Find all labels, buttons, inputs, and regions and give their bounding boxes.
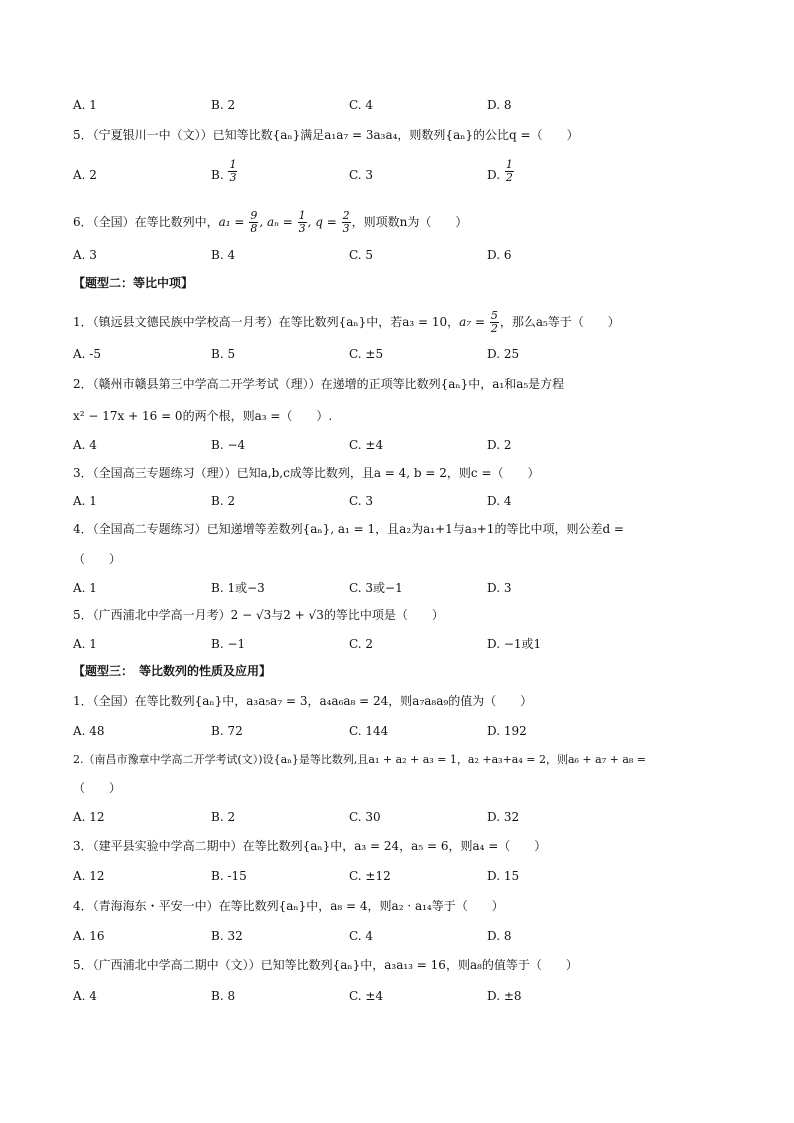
option-d: D. −1或1 bbox=[487, 637, 542, 651]
option-c: C. ±12 bbox=[349, 869, 391, 883]
question-stem: 3．（全国高三专题练习（理））已知a,b,c成等比数列，且a = 4, b = 2，则c =（ ） bbox=[73, 466, 540, 480]
option-d: D. 8 bbox=[487, 98, 512, 112]
option-a: A. 1 bbox=[73, 98, 97, 112]
option-c: C. 4 bbox=[349, 98, 374, 112]
option-c: C. ±5 bbox=[349, 347, 384, 361]
option-a: A. 4 bbox=[73, 989, 97, 1003]
question-stem: 2．（赣州市赣县第三中学高二开学考试（理））在递增的正项等比数列{aₙ}中，a₁和a₅是方程 bbox=[73, 377, 565, 391]
option-b: B. 2 bbox=[211, 98, 236, 112]
option-d: D. 3 bbox=[487, 581, 512, 595]
option-a: A. 2 bbox=[73, 168, 97, 182]
math-term: a₇ = bbox=[459, 315, 486, 329]
option-a: A. 4 bbox=[73, 438, 97, 452]
question-stem: 5．（广西浦北中学高二期中（文））已知等比数列{aₙ}中，a₃a₁₃ = 16，则a₈的值等于（ ） bbox=[73, 958, 578, 972]
stem-text: ，那么a₅等于（ ） bbox=[499, 315, 620, 329]
question-stem: 1．（全国）在等比数列{aₙ}中，a₃a₅a₇ = 3，a₄a₆a₈ = 24，则a₇a₈a₉的值为（ ） bbox=[73, 694, 533, 708]
question-stem: 4．（青海海东・平安一中）在等比数列{aₙ}中，a₈ = 4，则a₂ · a₁₄等于（ ） bbox=[73, 899, 504, 913]
numerator: 1 bbox=[298, 209, 306, 222]
option-d: D. ±8 bbox=[487, 989, 522, 1003]
math-term: , aₙ = bbox=[259, 215, 293, 229]
options-row bbox=[73, 437, 713, 453]
question-stem: 2.（南昌市豫章中学高二开学考试(文）)设{aₙ}是等比数列,且a₁ + a₂ + a₃ = 1，a₂ +a₃+a₄ = 2，则a₆ + a₇ + a₈ = bbox=[73, 753, 646, 766]
question-stem bbox=[73, 210, 467, 235]
numerator: 5 bbox=[490, 309, 498, 322]
option-c: C. 2 bbox=[349, 637, 374, 651]
fraction bbox=[249, 210, 258, 235]
option-b: B. 8 bbox=[211, 989, 236, 1003]
option-c: C. 3 bbox=[349, 494, 374, 508]
options-row bbox=[73, 97, 713, 113]
option-label: B. bbox=[211, 168, 224, 182]
option-b: B. −4 bbox=[211, 438, 246, 452]
option-b: B. 72 bbox=[211, 724, 243, 738]
options-row bbox=[73, 580, 713, 596]
option-a: A. 48 bbox=[73, 724, 105, 738]
options-row bbox=[73, 723, 713, 739]
options-row bbox=[73, 493, 713, 509]
denominator: 3 bbox=[229, 171, 237, 184]
option-c: C. 5 bbox=[349, 248, 374, 262]
option-d: D. 4 bbox=[487, 494, 512, 508]
fraction bbox=[505, 159, 514, 184]
option-a: A. -5 bbox=[73, 347, 101, 361]
option-c: C. 30 bbox=[349, 810, 381, 824]
option-d: D. 6 bbox=[487, 248, 512, 262]
option-a: A. 12 bbox=[73, 810, 105, 824]
option-c: C. 144 bbox=[349, 724, 389, 738]
option-b bbox=[211, 158, 238, 184]
numerator: 9 bbox=[250, 209, 258, 222]
option-d: D. 192 bbox=[487, 724, 527, 738]
question-stem: 4．（全国高二专题练习）已知递增等差数列{aₙ}, a₁ = 1，且a₂为a₁+1与a₃+1的等比中项，则公差d = bbox=[73, 522, 624, 536]
option-label: D. bbox=[487, 168, 501, 182]
option-b: B. 4 bbox=[211, 248, 236, 262]
option-b: B. 32 bbox=[211, 929, 243, 943]
option-a: A. 1 bbox=[73, 494, 97, 508]
option-c: C. ±4 bbox=[349, 438, 384, 452]
section-heading: 【题型二：等比中项】 bbox=[73, 276, 194, 290]
question-stem-cont: x² − 17x + 16 = 0的两个根，则a₃ =（ ）. bbox=[73, 409, 333, 423]
fraction bbox=[342, 210, 351, 235]
options-row bbox=[73, 158, 713, 184]
fraction bbox=[490, 310, 499, 335]
math-term: , q = bbox=[307, 215, 337, 229]
options-row bbox=[73, 346, 713, 362]
denominator: 2 bbox=[505, 171, 513, 184]
option-b: B. -15 bbox=[211, 869, 247, 883]
option-b: B. 5 bbox=[211, 347, 236, 361]
option-d: D. 25 bbox=[487, 347, 520, 361]
stem-text: ，则项数n为（ ） bbox=[351, 215, 468, 229]
option-a: A. 12 bbox=[73, 869, 105, 883]
question-stem-cont: （ ） bbox=[73, 781, 122, 795]
option-c: C. 4 bbox=[349, 929, 374, 943]
fraction bbox=[298, 210, 307, 235]
option-d: D. 32 bbox=[487, 810, 520, 824]
option-b: B. 2 bbox=[211, 494, 236, 508]
option-c: C. ±4 bbox=[349, 989, 384, 1003]
options-row bbox=[73, 247, 713, 263]
question-stem: 5．（宁夏银川一中（文））已知等比数{aₙ}满足a₁a₇ = 3a₃a₄，则数列{aₙ}的公比q =（ ） bbox=[73, 128, 579, 142]
denominator: 2 bbox=[490, 322, 498, 335]
option-d bbox=[487, 158, 515, 184]
options-row bbox=[73, 988, 713, 1004]
section-heading: 【题型三： 等比数列的性质及应用】 bbox=[73, 664, 272, 678]
options-row bbox=[73, 636, 713, 652]
option-b: B. 1或−3 bbox=[211, 581, 265, 595]
numerator: 1 bbox=[229, 158, 237, 171]
question-stem bbox=[73, 310, 620, 335]
options-row bbox=[73, 809, 713, 825]
option-b: B. −1 bbox=[211, 637, 246, 651]
option-a: A. 1 bbox=[73, 637, 97, 651]
option-b: B. 2 bbox=[211, 810, 236, 824]
denominator: 8 bbox=[250, 222, 258, 235]
fraction bbox=[228, 159, 237, 184]
option-d: D. 8 bbox=[487, 929, 512, 943]
numerator: 1 bbox=[505, 158, 513, 171]
denominator: 3 bbox=[298, 222, 306, 235]
option-d: D. 15 bbox=[487, 869, 520, 883]
math-term: a₁ = bbox=[218, 215, 245, 229]
options-row bbox=[73, 868, 713, 884]
stem-text: 6．（全国）在等比数列中， bbox=[73, 215, 219, 229]
option-a: A. 3 bbox=[73, 248, 97, 262]
option-c: C. 3 bbox=[349, 168, 374, 182]
denominator: 3 bbox=[342, 222, 350, 235]
option-a: A. 16 bbox=[73, 929, 105, 943]
options-row bbox=[73, 928, 713, 944]
option-c: C. 3或−1 bbox=[349, 581, 403, 595]
question-stem: 3．（建平县实验中学高二期中）在等比数列{aₙ}中，a₃ = 24，a₅ = 6，则a₄ =（ ） bbox=[73, 839, 547, 853]
numerator: 2 bbox=[342, 209, 350, 222]
stem-text: 1．（镇远县文德民族中学校高一月考）在等比数列{aₙ}中，若a₃ = 10， bbox=[73, 315, 460, 329]
question-stem: 5．（广西浦北中学高一月考）2 − √3与2 + √3的等比中项是（ ） bbox=[73, 608, 444, 622]
option-a: A. 1 bbox=[73, 581, 97, 595]
question-stem-cont: （ ） bbox=[73, 552, 122, 566]
option-d: D. 2 bbox=[487, 438, 512, 452]
